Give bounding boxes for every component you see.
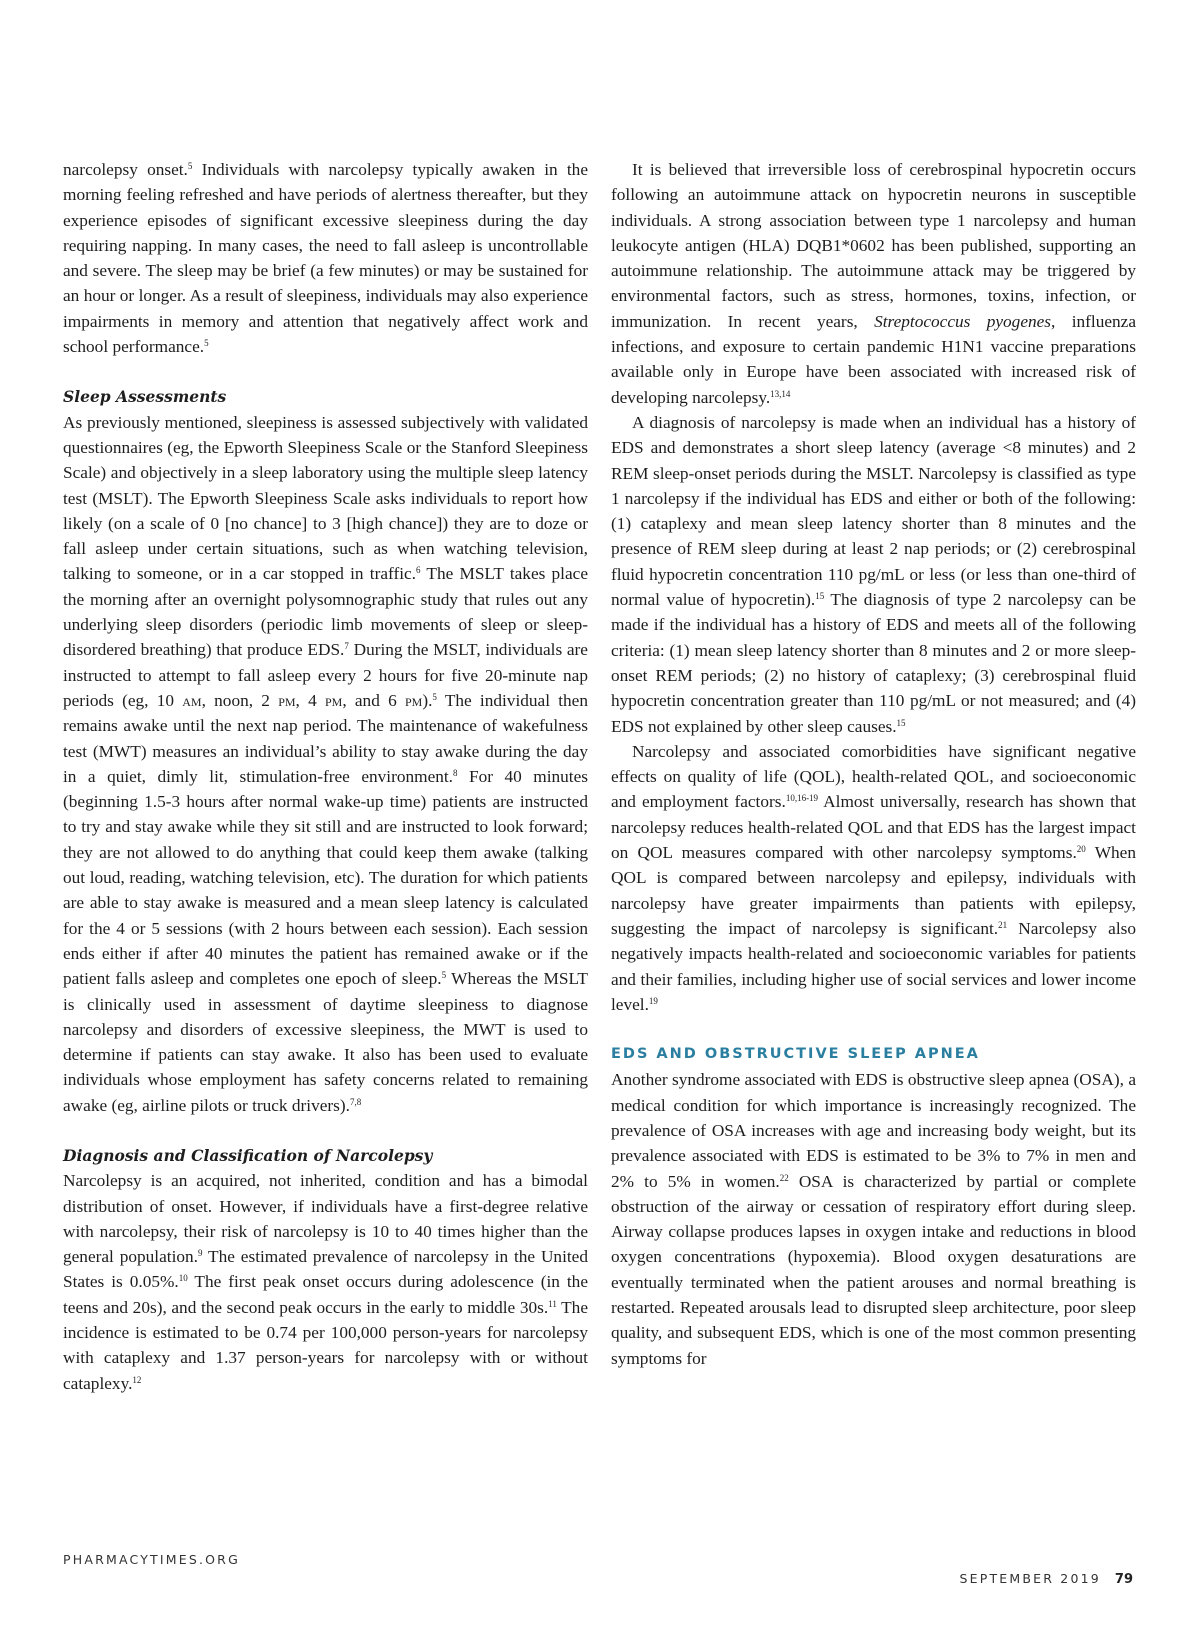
- text-run: As previously mentioned, sleepiness is assessed subjectively with validated questionnaires (eg, the Epworth Sleepiness Scale or the Stanford Sleepiness Scale) and objectively in a sleep laboratory using the multiple sleep latency test (MSLT). The Epworth Sleepiness Scale asks individuals to report how likely (on a scale of 0 [no chance] to 3 [high chance]) they are to doze or fall asleep under certain situations, such as when watching television, talking to someone, or in a car stopped in traffic.: [63, 412, 588, 584]
- time-abbrev: am: [182, 690, 202, 710]
- text-run: narcolepsy onset.: [63, 160, 188, 179]
- section-heading-eds-osa: EDS AND OBSTRUCTIVE SLEEP APNEA: [611, 1046, 980, 1063]
- text-run: It is believed that irreversible loss of cerebrospinal hypocretin occurs following an autoimmune attack on hypocretin neurons in susceptible individuals. A strong association between type 1 narcolepsy and human leukocyte antigen (HLA) DQB1*0602 has been published, supporting an autoimmune relationship. The autoimmune attack may be triggered by environmental factors, such as stress, hormones, toxins, infection, or immunization. In recent years,: [611, 160, 1136, 331]
- issue-date: SEPTEMBER 2019: [959, 1571, 1101, 1586]
- time-abbrev: pm: [278, 690, 296, 710]
- text-run: Another syndrome associated with EDS is obstructive sleep apnea (OSA), a medical condition for which importance is increasingly recognized. The prevalence of OSA increases with age and increasing body weight, but its prevalence associated with EDS is estimated to be 3% to 7% in men and 2% to 5% in women.: [611, 1070, 1136, 1191]
- citation: 15: [815, 591, 825, 602]
- citation: 5: [432, 691, 437, 702]
- citation: 13,14: [770, 388, 791, 399]
- footer-issue: [959, 1571, 1133, 1587]
- citation: 20: [1076, 844, 1086, 855]
- citation: 21: [998, 919, 1008, 930]
- citation: 10,16-19: [785, 793, 819, 804]
- text-run: ).: [422, 690, 433, 710]
- text-run: The first peak onset occurs during adolescence (in the teens and 20s), and the second peak occurs in the early to middle 30s.: [63, 1272, 588, 1317]
- text-run: , noon, 2: [201, 690, 279, 710]
- species-name: Streptococcus pyogenes: [874, 311, 1052, 331]
- text-run: The diagnosis of type 2 narcolepsy can be made if the individual has a history of EDS and meets all of the following criteria: (1) mean sleep latency shorter than 8 minutes and 2 or more sleep-onset REM periods; (2) no history of cataplexy; (3) cerebrospinal fluid hypocretin concentration greater than 110 pg/mL or not measured; and (4) EDS not explained by other sleep causes.: [611, 590, 1136, 736]
- paragraph: [63, 1168, 588, 1396]
- paragraph: [611, 157, 1136, 410]
- citation: 15: [896, 717, 906, 728]
- citation: 6: [416, 565, 421, 576]
- text-run: Narcolepsy is an acquired, not inherited, condition and has a bimodal distribution of onset. However, if individuals have a first-degree relative with narcolepsy, their risk of narcolepsy is 10 to 40 times higher than the general population.: [63, 1171, 588, 1267]
- paragraph: [611, 1067, 1136, 1371]
- citation: 22: [779, 1172, 789, 1183]
- text-run: Narcolepsy and associated comorbidities have significant negative effects on quality of life (QOL), health-related QOL, and socioeconomic and employment factors.: [611, 741, 1136, 812]
- right-column: [611, 157, 1136, 1371]
- subheading-sleep-assessments: Sleep Assessments: [63, 387, 227, 407]
- citation: 5: [204, 338, 209, 349]
- time-abbrev: pm: [404, 690, 423, 710]
- text-run: When QOL is compared between narcolepsy and epilepsy, individuals with narcolepsy have greater impairments than patients with epilepsy, suggesting the impact of narcolepsy is significant.: [611, 843, 1136, 938]
- paragraph: [611, 410, 1136, 739]
- text-run: Almost universally, research has shown that narcolepsy reduces health-related QOL and that EDS has the largest impact on QOL measures compared with other narcolepsy symptoms.: [611, 792, 1136, 863]
- citation: 9: [197, 1248, 203, 1259]
- text-run: , influenza infections, and exposure to certain pandemic H1N1 vaccine preparations available only in Europe have been associated with increased risk of developing narcolepsy.: [611, 311, 1137, 407]
- text-run: Narcolepsy also negatively impacts health-related and socioeconomic variables for patients and their families, including higher use of social services and lower income level.: [611, 918, 1137, 1014]
- text-run: A diagnosis of narcolepsy is made when an individual has a history of EDS and demonstrates a short sleep latency (average <8 minutes) and 2 REM sleep-onset periods during the MSLT. Narcolepsy is classified as type 1 narcolepsy if the individual has EDS and either or both of the following: (1) cataplexy and mean sleep latency shorter than 8 minutes and the presence of REM sleep during at least 2 nap periods; or (2) cerebrospinal fluid hypocretin concentration 110 pg/mL or less (or less than one-third of normal value of hypocretin).: [611, 412, 1136, 610]
- text-run: , 4: [295, 690, 325, 710]
- citation: 10: [178, 1273, 188, 1284]
- text-run: The estimated prevalence of narcolepsy in the United States is 0.05%.: [63, 1247, 588, 1292]
- text-run: Individuals with narcolepsy typically awaken in the morning feeling refreshed and have periods of alertness thereafter, but they experience episodes of significant excessive sleepiness during the day requiring napping. In many cases, the need to fall asleep is uncontrollable and severe. The sleep may be brief (a few minutes) or may be sustained for an hour or longer. As a result of sleepiness, individuals may also experience impairments in memory and attention that negatively affect work and school performance.: [63, 160, 588, 357]
- citation: 5: [187, 161, 193, 171]
- citation: 11: [548, 1298, 557, 1309]
- paragraph: [611, 739, 1136, 1017]
- text-run: OSA is characterized by partial or complete obstruction of the airway or cessation of respiratory effort during sleep. Airway collapse produces lapses in oxygen intake and reductions in blood oxygen concentrations (hypoxemia). Blood oxygen desaturations are eventually terminated when the patient arouses and normal breathing is restarted. Repeated arousals lead to disrupted sleep architecture, poor sleep quality, and subsequent EDS, which is one of the most common presenting symptoms for: [611, 1171, 1136, 1368]
- paragraph: [63, 410, 588, 1118]
- citation: 12: [132, 1374, 142, 1385]
- citation: 19: [648, 995, 658, 1006]
- paragraph: [63, 157, 588, 359]
- text-run: During the MSLT, individuals are instructed to attempt to fall asleep every 2 hours for five 20-minute nap periods (eg, 10: [63, 640, 588, 710]
- left-column: [63, 157, 588, 1396]
- time-abbrev: pm: [324, 690, 343, 710]
- citation: 7: [344, 641, 349, 652]
- text-run: , and 6: [342, 690, 405, 710]
- text-run: The individual then remains awake until the next nap period. The maintenance of wakefulness test (MWT) measures an individual’s ability to stay awake during the day in a quiet, dimly lit, stimulation-free environment.: [63, 690, 588, 786]
- text-run: The incidence is estimated to be 0.74 per 100,000 person-years for narcolepsy with cataplexy and 1.37 person-years for narcolepsy with or without cataplexy.: [63, 1297, 588, 1393]
- citation: 8: [453, 767, 458, 778]
- citation: 5: [441, 970, 447, 981]
- citation: 7,8: [349, 1096, 362, 1107]
- footer-site: PHARMACYTIMES.ORG: [63, 1552, 240, 1567]
- text-run: The MSLT takes place the morning after an overnight polysomnographic study that rules out any underlying sleep disorders (periodic limb movements of sleep or sleep-disordered breathing) that produce EDS.: [63, 564, 588, 660]
- page-number: 79: [1114, 1572, 1133, 1587]
- text-run: Whereas the MSLT is clinically used in assessment of daytime sleepiness to diagnose narcolepsy and disorders of excessive sleepiness, the MWT is used to determine if patients can stay awake. It also has been used to evaluate individuals whose employment has safety concerns related to remaining awake (eg, airline pilots or truck drivers).: [63, 969, 588, 1115]
- text-run: For 40 minutes (beginning 1.5-3 hours after normal wake-up time) patients are instructed to try and stay awake while they sit still and are instructed to look forward; they are not allowed to do anything that could keep them awake (talking out loud, reading, watching television, etc). The duration for which patients are able to stay awake is measured and a mean sleep latency is calculated for the 4 or 5 sessions (with 2 hours between each session). Each session ends either if after 40 minutes the patient has remained awake or if the patient falls asleep and completes one epoch of sleep.: [63, 766, 588, 989]
- subheading-diagnosis: Diagnosis and Classification of Narcolepsy: [63, 1145, 433, 1165]
